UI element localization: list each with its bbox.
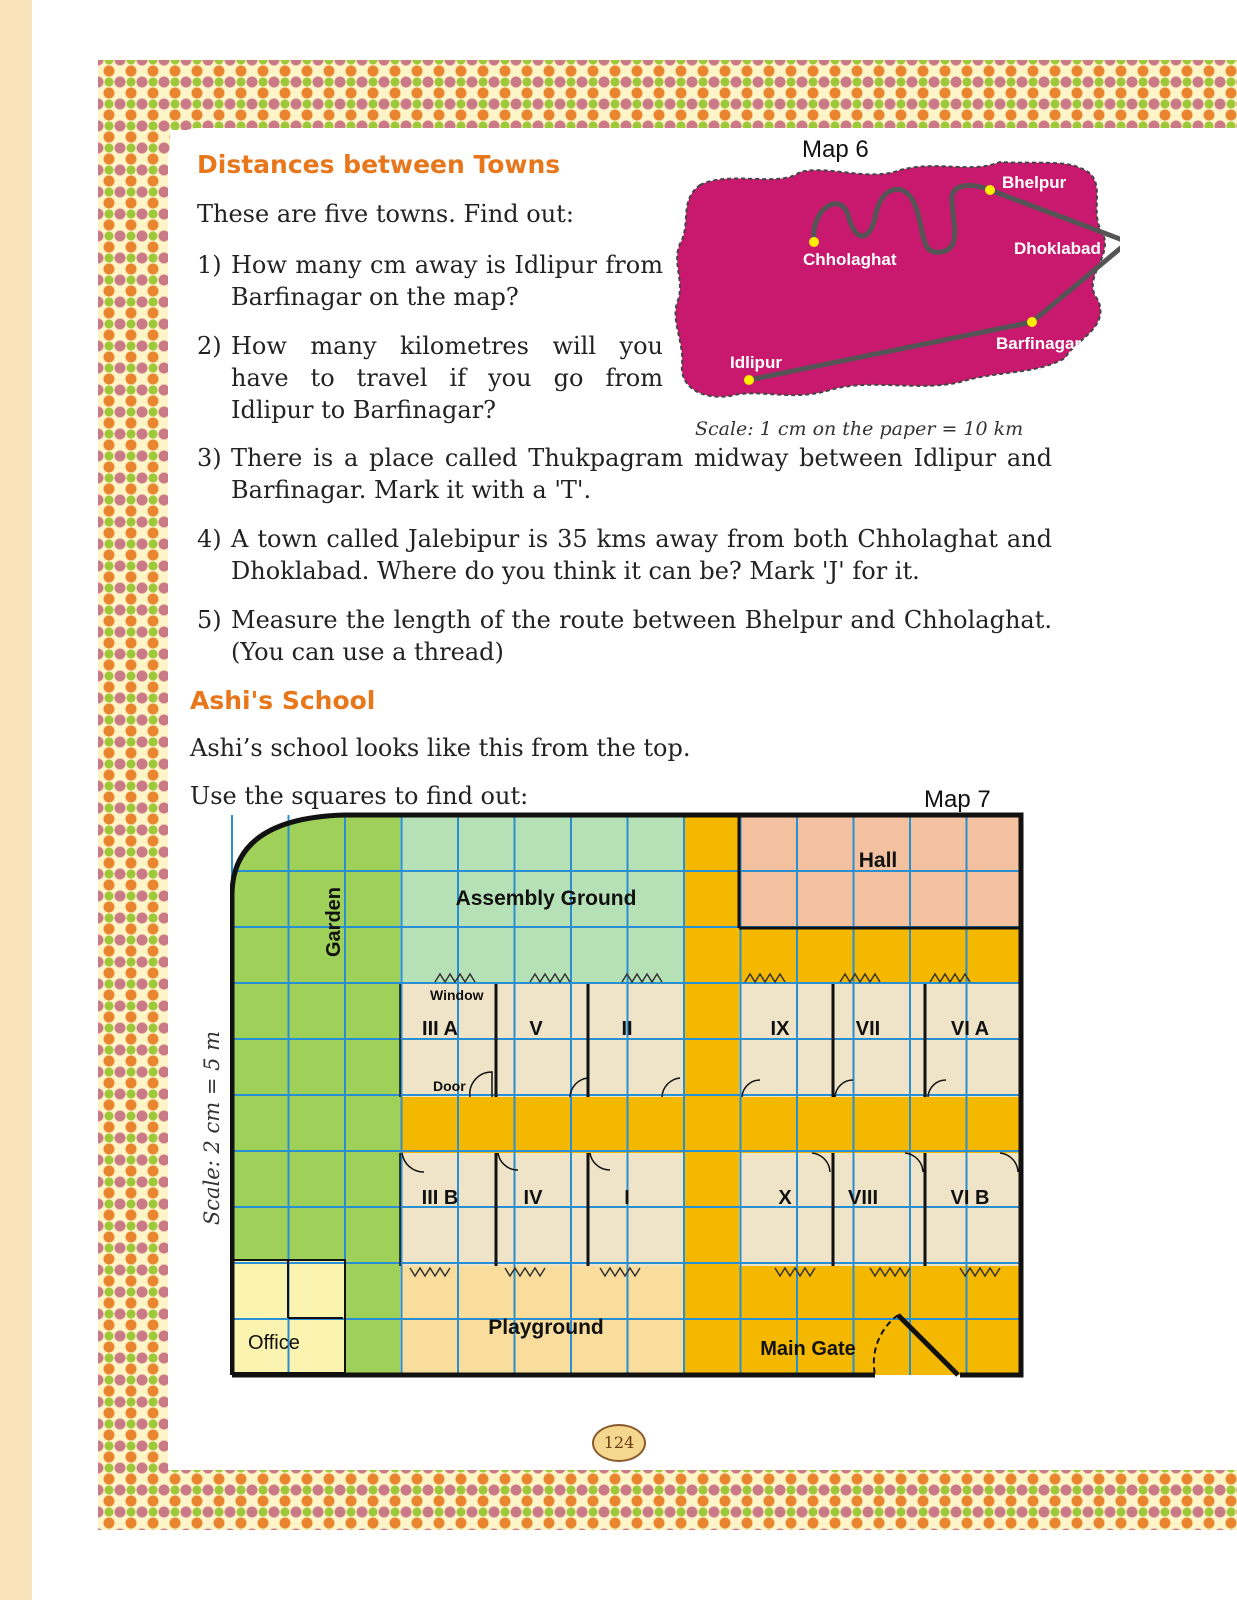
office-label: Office	[248, 1332, 300, 1354]
question-text: There is a place called Thukpagram midway between Idlipur and Barfinagar. Mark it with a 'T'.	[231, 444, 1052, 504]
town-dot-barfinagar	[1027, 317, 1037, 327]
decorative-border-left	[98, 60, 170, 1530]
town-dot-chholaghat	[809, 237, 819, 247]
main-gate-label: Main Gate	[760, 1338, 856, 1360]
town-label-barfinagar: Barfinagar	[996, 334, 1082, 353]
map6-scale: Scale: 1 cm on the paper = 10 km	[695, 418, 1024, 440]
classroom-label: V	[529, 1018, 543, 1040]
question-number: 1)	[197, 251, 222, 279]
town-label-idlipur: Idlipur	[730, 353, 782, 372]
door-label: Door	[433, 1078, 466, 1094]
section-heading-distances: Distances between Towns	[197, 150, 561, 179]
town-dot-idlipur	[744, 375, 754, 385]
question-5	[197, 604, 1052, 668]
question-2	[197, 330, 663, 426]
classrooms-bottom-right	[739, 1153, 1021, 1266]
question-number: 5)	[197, 606, 222, 634]
decorative-border-bottom	[98, 1468, 1237, 1530]
page	[32, 0, 1237, 1600]
school-intro-line2: Use the squares to find out:	[190, 782, 529, 810]
map7-title: Map 7	[924, 786, 991, 813]
town-label-dhoklabad: Dhoklabad	[1014, 239, 1101, 258]
map6-illustration	[670, 160, 1120, 405]
classroom-label: III A	[422, 1018, 458, 1040]
section-heading-ashis-school: Ashi's School	[190, 686, 376, 715]
classrooms-top-right	[739, 984, 1021, 1097]
question-number: 4)	[197, 525, 222, 553]
classroom-label: VIII	[847, 1187, 879, 1209]
classroom-label: VII	[855, 1018, 881, 1040]
question-1	[197, 249, 663, 313]
question-text: Measure the length of the route between Bhelpur and Chholaghat. (You can use a thread)	[231, 606, 1052, 666]
question-number: 2)	[197, 332, 222, 360]
classroom-label: X	[778, 1187, 792, 1209]
question-4	[197, 523, 1052, 587]
map6-title: Map 6	[802, 136, 869, 163]
corridor-horizontal	[400, 1097, 1021, 1153]
town-label-bhelpur: Bhelpur	[1002, 173, 1067, 192]
playground-label: Playground	[488, 1316, 604, 1339]
town-dot-bhelpur	[985, 185, 995, 195]
decorative-border-top	[98, 60, 1237, 130]
intro-text: These are five towns. Find out:	[197, 200, 574, 228]
classrooms-bottom-left	[400, 1153, 683, 1266]
classroom-label: II	[621, 1018, 633, 1040]
question-3	[197, 442, 1052, 506]
classroom-label: I	[624, 1187, 630, 1209]
question-number: 3)	[197, 444, 222, 472]
question-text: How many cm away is Idlipur from Barfinagar on the map?	[231, 251, 663, 311]
classroom-label: VI A	[950, 1018, 990, 1040]
map7-scale: Scale: 2 cm = 5 m	[200, 1030, 224, 1226]
classroom-label: IX	[770, 1018, 790, 1040]
assembly-ground-label: Assembly Ground	[455, 887, 637, 910]
town-label-chholaghat: Chholaghat	[803, 250, 897, 269]
window-label: Window	[430, 987, 484, 1003]
school-intro-line1: Ashi’s school looks like this from the top.	[190, 734, 691, 762]
question-text: A town called Jalebipur is 35 kms away from both Chholaghat and Dhoklabad. Where do you think it can be? Mark 'J' for it.	[231, 525, 1052, 585]
classroom-label: III B	[421, 1187, 459, 1209]
garden-label: Garden	[323, 886, 345, 958]
page-number: 124	[592, 1424, 646, 1462]
map7-school-plan	[230, 810, 1030, 1385]
question-text: How many kilometres will you have to travel if you go from Idlipur to Barfinagar?	[231, 332, 663, 424]
classroom-label: IV	[523, 1187, 543, 1209]
hall-label: Hall	[858, 849, 898, 872]
classroom-label: VI B	[950, 1187, 990, 1209]
